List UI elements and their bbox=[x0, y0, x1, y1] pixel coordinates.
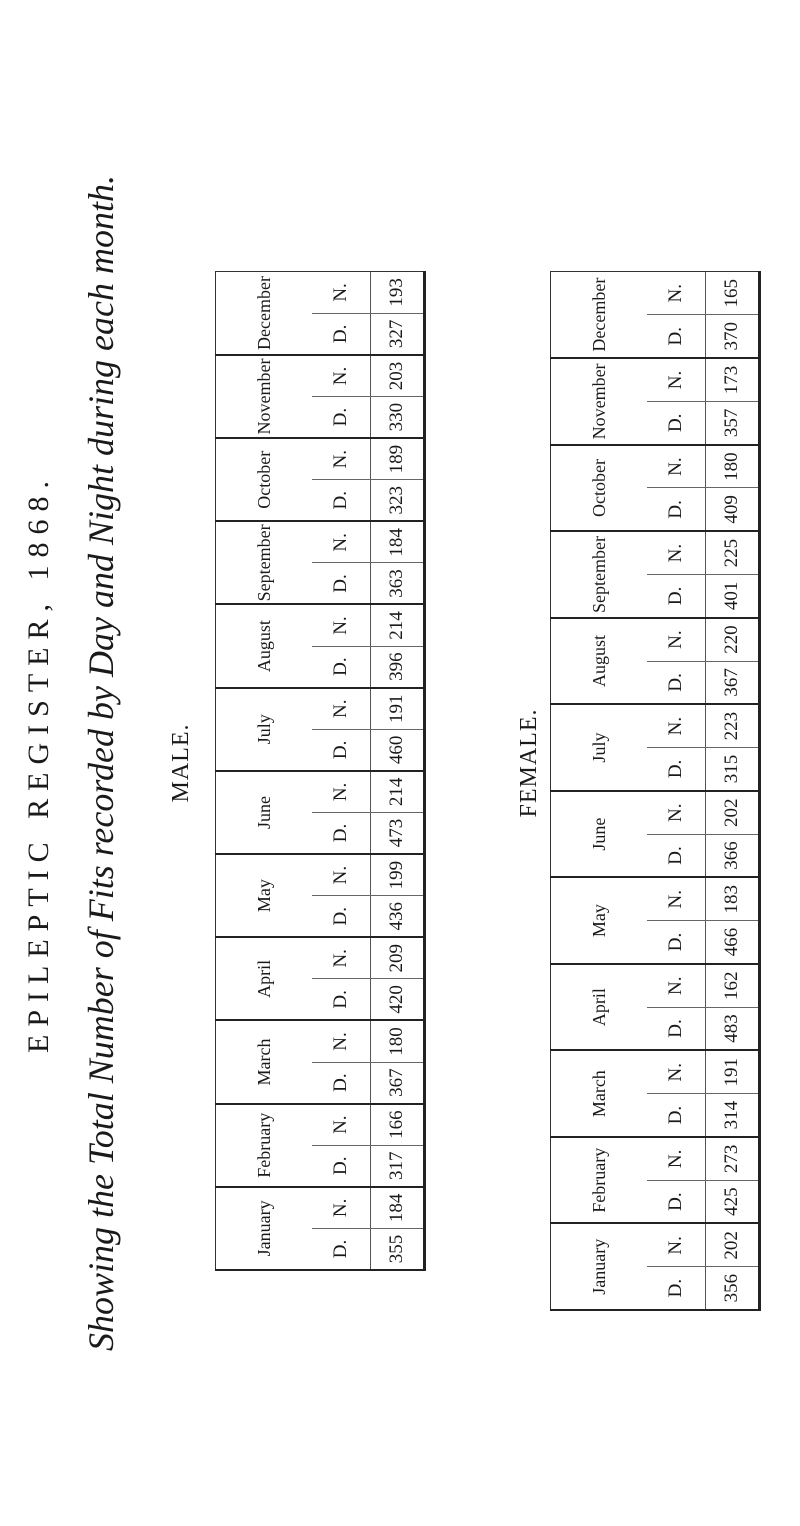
day-column-label: D. bbox=[312, 1228, 371, 1270]
day-count-cell: 315 bbox=[706, 748, 760, 791]
month-header: October bbox=[216, 438, 313, 521]
day-count-cell: 357 bbox=[706, 401, 760, 444]
day-count-cell: 330 bbox=[371, 397, 425, 439]
day-count-cell: 466 bbox=[706, 921, 760, 964]
month-header: April bbox=[551, 964, 648, 1051]
day-column-label: D. bbox=[647, 1180, 706, 1223]
night-count-cell: 183 bbox=[706, 877, 760, 920]
day-count-cell: 327 bbox=[371, 313, 425, 355]
day-column-label: D. bbox=[312, 1145, 371, 1187]
values-row bbox=[371, 272, 425, 1271]
month-header: August bbox=[216, 605, 313, 688]
month-header: December bbox=[216, 272, 313, 355]
night-count-cell: 214 bbox=[371, 771, 425, 813]
night-count-cell: 225 bbox=[706, 531, 760, 574]
month-header: August bbox=[551, 618, 648, 705]
female-register-table bbox=[550, 271, 761, 1311]
day-column-label: D. bbox=[647, 574, 706, 617]
night-column-label: N. bbox=[647, 1137, 706, 1180]
night-column-label: N. bbox=[647, 877, 706, 920]
month-header-row bbox=[216, 272, 313, 1271]
night-count-cell: 202 bbox=[706, 1223, 760, 1266]
night-column-label: N. bbox=[647, 445, 706, 488]
night-column-label: N. bbox=[312, 438, 371, 480]
day-column-label: D. bbox=[647, 401, 706, 444]
month-header: March bbox=[216, 1020, 313, 1103]
day-count-cell: 425 bbox=[706, 1180, 760, 1223]
night-column-label: N. bbox=[312, 521, 371, 563]
night-column-label: N. bbox=[312, 605, 371, 647]
day-count-cell: 317 bbox=[371, 1145, 425, 1187]
day-column-label: D. bbox=[312, 563, 371, 605]
night-count-cell: 184 bbox=[371, 1187, 425, 1229]
month-header: October bbox=[551, 445, 648, 532]
night-count-cell: 180 bbox=[371, 1020, 425, 1062]
night-count-cell: 166 bbox=[371, 1104, 425, 1146]
month-header: July bbox=[551, 704, 648, 791]
month-header: May bbox=[216, 854, 313, 937]
night-column-label: N. bbox=[647, 704, 706, 747]
night-count-cell: 184 bbox=[371, 521, 425, 563]
day-column-label: D. bbox=[312, 1062, 371, 1104]
day-column-label: D. bbox=[647, 315, 706, 358]
night-column-label: N. bbox=[312, 272, 371, 314]
night-column-label: N. bbox=[312, 1187, 371, 1229]
day-column-label: D. bbox=[647, 1007, 706, 1050]
day-column-label: D. bbox=[647, 834, 706, 877]
night-count-cell: 209 bbox=[371, 937, 425, 979]
day-column-label: D. bbox=[647, 488, 706, 531]
day-count-cell: 323 bbox=[371, 480, 425, 522]
day-count-cell: 370 bbox=[706, 315, 760, 358]
male-section-label: MALE. bbox=[168, 723, 194, 803]
day-count-cell: 366 bbox=[706, 834, 760, 877]
day-column-label: D. bbox=[312, 313, 371, 355]
day-count-cell: 460 bbox=[371, 729, 425, 771]
night-count-cell: 199 bbox=[371, 854, 425, 896]
day-column-label: D. bbox=[312, 729, 371, 771]
night-count-cell: 223 bbox=[706, 704, 760, 747]
night-count-cell: 191 bbox=[706, 1050, 760, 1093]
day-count-cell: 356 bbox=[706, 1267, 760, 1310]
month-header: June bbox=[216, 771, 313, 854]
month-header: January bbox=[551, 1223, 648, 1310]
night-count-cell: 180 bbox=[706, 445, 760, 488]
day-column-label: D. bbox=[312, 646, 371, 688]
day-count-cell: 420 bbox=[371, 979, 425, 1021]
day-count-cell: 367 bbox=[706, 661, 760, 704]
day-count-cell: 473 bbox=[371, 812, 425, 854]
page-title: EPILEPTIC REGISTER, 1868. bbox=[22, 473, 55, 1053]
night-count-cell: 202 bbox=[706, 791, 760, 834]
night-count-cell: 220 bbox=[706, 618, 760, 661]
night-count-cell: 162 bbox=[706, 964, 760, 1007]
female-section-label: FEMALE. bbox=[516, 708, 542, 818]
day-count-cell: 363 bbox=[371, 563, 425, 605]
month-header: April bbox=[216, 937, 313, 1020]
day-count-cell: 367 bbox=[371, 1062, 425, 1104]
night-column-label: N. bbox=[647, 618, 706, 661]
night-count-cell: 165 bbox=[706, 272, 760, 315]
month-header: March bbox=[551, 1050, 648, 1137]
day-count-cell: 409 bbox=[706, 488, 760, 531]
night-column-label: N. bbox=[647, 531, 706, 574]
month-header: June bbox=[551, 791, 648, 878]
day-count-cell: 401 bbox=[706, 574, 760, 617]
night-column-label: N. bbox=[312, 937, 371, 979]
night-column-label: N. bbox=[312, 1020, 371, 1062]
month-header: February bbox=[216, 1104, 313, 1187]
month-header: September bbox=[551, 531, 648, 618]
night-column-label: N. bbox=[312, 1104, 371, 1146]
day-count-cell: 436 bbox=[371, 896, 425, 938]
day-count-cell: 483 bbox=[706, 1007, 760, 1050]
month-header: November bbox=[551, 358, 648, 445]
day-column-label: D. bbox=[312, 979, 371, 1021]
day-count-cell: 396 bbox=[371, 646, 425, 688]
night-column-label: N. bbox=[647, 791, 706, 834]
night-count-cell: 193 bbox=[371, 272, 425, 314]
night-count-cell: 173 bbox=[706, 358, 760, 401]
values-row bbox=[706, 272, 760, 1311]
night-column-label: N. bbox=[647, 964, 706, 1007]
month-header: September bbox=[216, 521, 313, 604]
night-column-label: N. bbox=[647, 1050, 706, 1093]
night-column-label: N. bbox=[312, 771, 371, 813]
day-column-label: D. bbox=[312, 896, 371, 938]
day-count-cell: 355 bbox=[371, 1228, 425, 1270]
male-register-table bbox=[215, 271, 426, 1271]
day-column-label: D. bbox=[647, 921, 706, 964]
night-count-cell: 191 bbox=[371, 688, 425, 730]
day-night-header-row bbox=[647, 272, 706, 1311]
month-header: July bbox=[216, 688, 313, 771]
month-header: February bbox=[551, 1137, 648, 1224]
night-column-label: N. bbox=[312, 688, 371, 730]
day-count-cell: 314 bbox=[706, 1094, 760, 1137]
night-column-label: N. bbox=[647, 272, 706, 315]
month-header: January bbox=[216, 1187, 313, 1270]
night-column-label: N. bbox=[312, 355, 371, 397]
day-column-label: D. bbox=[312, 812, 371, 854]
night-column-label: N. bbox=[312, 854, 371, 896]
day-column-label: D. bbox=[312, 480, 371, 522]
day-column-label: D. bbox=[312, 397, 371, 439]
month-header: November bbox=[216, 355, 313, 438]
day-column-label: D. bbox=[647, 1094, 706, 1137]
night-count-cell: 203 bbox=[371, 355, 425, 397]
month-header-row bbox=[551, 272, 648, 1311]
night-count-cell: 189 bbox=[371, 438, 425, 480]
night-column-label: N. bbox=[647, 358, 706, 401]
month-header: December bbox=[551, 272, 648, 359]
day-column-label: D. bbox=[647, 1267, 706, 1310]
month-header: May bbox=[551, 877, 648, 964]
day-column-label: D. bbox=[647, 748, 706, 791]
night-count-cell: 214 bbox=[371, 605, 425, 647]
night-column-label: N. bbox=[647, 1223, 706, 1266]
night-count-cell: 273 bbox=[706, 1137, 760, 1180]
page-subtitle: Showing the Total Number of Fits recorded by Day and Night during each month. bbox=[81, 175, 121, 1351]
day-column-label: D. bbox=[647, 661, 706, 704]
day-night-header-row bbox=[312, 272, 371, 1271]
